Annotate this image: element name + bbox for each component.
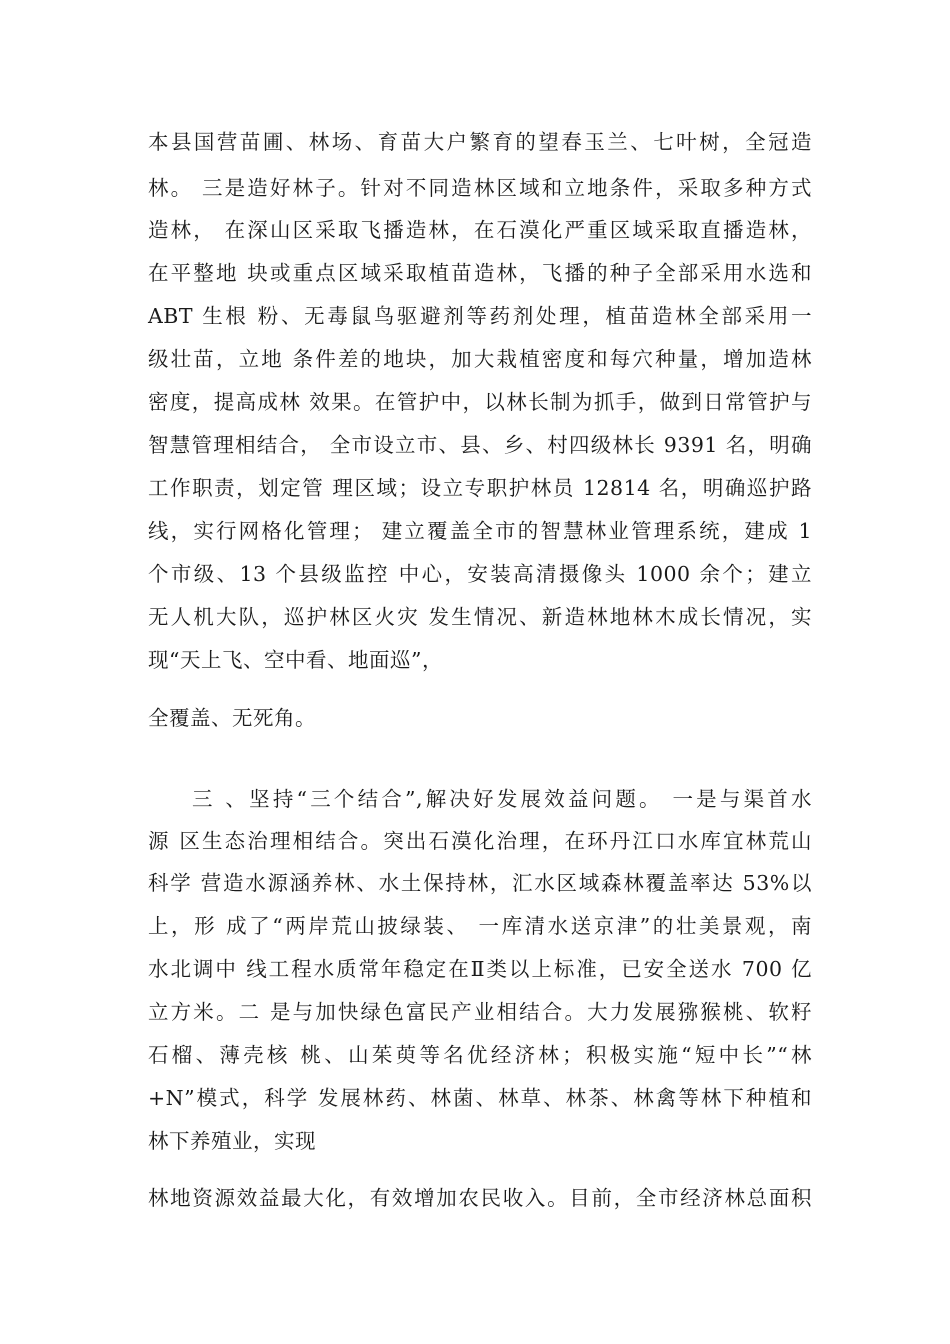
- text-line: 石榴、薄壳核 桃、山茱萸等名优经济林；积极实施“短中长”“林: [148, 1043, 812, 1067]
- text-line: 无人机大队，巡护林区火灾 发生情况、新造林地林木成长情况，实: [148, 605, 812, 629]
- text-line: 个市级、13 个县级监控 中心，安装高清摄像头 1000 余个；建立: [148, 562, 812, 586]
- section-heading-line: 三 、坚持“三个结合”,解决好发展效益问题。 一是与渠首水: [192, 787, 812, 811]
- text-line: 工作职责，划定管 理区域；设立专职护林员 12814 名，明确巡护路: [148, 476, 812, 500]
- text-line: 智慧管理相结合， 全市设立市、县、乡、村四级林长 9391 名，明确: [148, 433, 812, 457]
- text-line: 在平整地 块或重点区域采取植苗造林，飞播的种子全部采用水选和: [148, 261, 812, 285]
- text-line: 源 区生态治理相结合。突出石漠化治理，在环丹江口水库宜林荒山: [148, 829, 812, 853]
- text-line: 林。 三是造好林子。针对不同造林区域和立地条件，采取多种方式: [148, 176, 812, 200]
- text-line: 现“天上飞、空中看、地面巡”，: [148, 648, 443, 672]
- text-line: 水北调中 线工程水质常年稳定在Ⅱ类以上标准，已安全送水 700 亿: [148, 957, 812, 981]
- text-line: ABT 生根 粉、无毒鼠鸟驱避剂等药剂处理，植苗造林全部采用一: [148, 304, 812, 328]
- text-line: 密度，提高成林 效果。在管护中，以林长制为抓手，做到日常管护与: [148, 390, 812, 414]
- text-line: +N”模式，科学 发展林药、林菌、林草、林茶、林禽等林下种植和: [148, 1086, 812, 1110]
- text-line: 上，形 成了“两岸荒山披绿装、 一库清水送京津”的壮美景观，南: [148, 914, 812, 938]
- text-line: 科学 营造水源涵养林、水土保持林，汇水区域森林覆盖率达 53%以: [148, 871, 812, 895]
- text-line: 林下养殖业，实现: [148, 1129, 316, 1153]
- text-line: 林地资源效益最大化，有效增加农民收入。目前，全市经济林总面积: [148, 1186, 812, 1210]
- text-line: 级壮苗，立地 条件差的地块，加大栽植密度和每穴种量，增加造林: [148, 347, 812, 371]
- text-line: 线，实行网格化管理； 建立覆盖全市的智慧林业管理系统，建成 1: [148, 519, 812, 543]
- text-line: 全覆盖、无死角。: [148, 706, 316, 730]
- text-line: 造林， 在深山区采取飞播造林，在石漠化严重区域采取直播造林，: [148, 218, 812, 242]
- text-line: 本县国营苗圃、林场、育苗大户繁育的望春玉兰、七叶树，全冠造: [148, 130, 812, 154]
- text-line: 立方米。二 是与加快绿色富民产业相结合。大力发展猕猴桃、软籽: [148, 1000, 812, 1024]
